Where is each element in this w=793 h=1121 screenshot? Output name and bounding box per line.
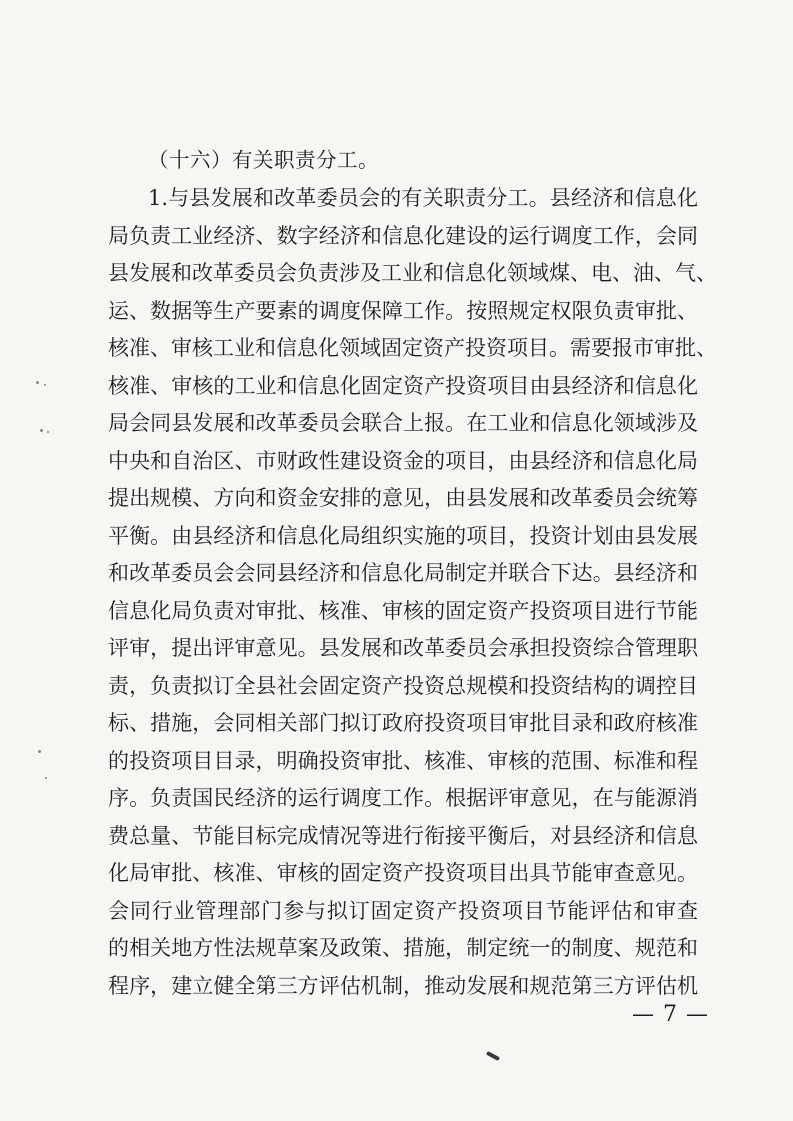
paragraph-line: 局会同县发展和改革委员会联合上报。在工业和信息化领域涉及: [108, 411, 698, 435]
paragraph-line: 中央和自治区、市财政性建设资金的项目，由县经济和信息化局: [108, 448, 698, 473]
paragraph-line: 平衡。由县经济和信息化局组织实施的项目，投资计划由县发展: [108, 523, 698, 548]
section-heading: （十六）有关职责分工。: [148, 148, 379, 172]
paragraph-line: 序。负责国民经济的运行调度工作。根据评审意见，在与能源消: [108, 786, 698, 810]
paragraph-line: 信息化局负责对审批、核准、审核的固定资产投资项目进行节能: [108, 598, 698, 623]
paragraph-line: 县发展和改革委员会负责涉及工业和信息化领域煤、电、油、气、: [108, 261, 717, 285]
page-number: — 7 —: [632, 1002, 709, 1027]
scan-speck: [45, 777, 47, 779]
paragraph-line: 1.与县发展和改革委员会的有关职责分工。县经济和信息化: [148, 186, 698, 210]
paragraph-line: 评审，提出评审意见。县发展和改革委员会承担投资综合管理职: [108, 636, 698, 660]
paragraph-line: 的相关地方性法规草案及政策、措施，制定统一的制度、规范和: [108, 936, 698, 960]
body-text: [108, 180, 717, 1005]
scan-mark-icon: [486, 1051, 500, 1061]
scan-speck: [40, 429, 43, 432]
paragraph-line: 标、措施，会同相关部门拟订政府投资项目审批目录和政府核准: [108, 711, 698, 735]
paragraph-line: 核准、审核的工业和信息化固定资产投资项目由县经济和信息化: [108, 373, 698, 398]
scan-speck: [47, 431, 49, 433]
paragraph-line: 运、数据等生产要素的调度保障工作。按照规定权限负责审批、: [108, 298, 698, 323]
paragraph-line: 和改革委员会会同县经济和信息化局制定并联合下达。县经济和: [108, 561, 698, 585]
scan-speck: [38, 750, 41, 753]
scan-speck: [44, 384, 46, 386]
paragraph-line: 提出规模、方向和资金安排的意见，由县发展和改革委员会统筹: [108, 486, 698, 510]
paragraph-line: 的投资项目目录，明确投资审批、核准、审核的范围、标准和程: [108, 748, 698, 773]
paragraph-line: 化局审批、核准、审核的固定资产投资项目出具节能审查意见。: [108, 861, 698, 885]
paragraph-line: 费总量、节能目标完成情况等进行衔接平衡后，对县经济和信息: [108, 823, 698, 848]
paragraph-line: 会同行业管理部门参与拟订固定资产投资项目节能评估和审查: [108, 898, 698, 923]
scan-speck: [36, 381, 39, 384]
paragraph-line: 核准、审核工业和信息化领域固定资产投资项目。需要报市审批、: [108, 336, 717, 360]
paragraph-line: 局负责工业经济、数字经济和信息化建设的运行调度工作，会同: [108, 223, 698, 248]
paragraph-line: 程序，建立健全第三方评估机制，推动发展和规范第三方评估机: [108, 973, 698, 998]
paragraph-line: 责，负责拟订全县社会固定资产投资总规模和投资结构的调控目: [108, 673, 698, 698]
